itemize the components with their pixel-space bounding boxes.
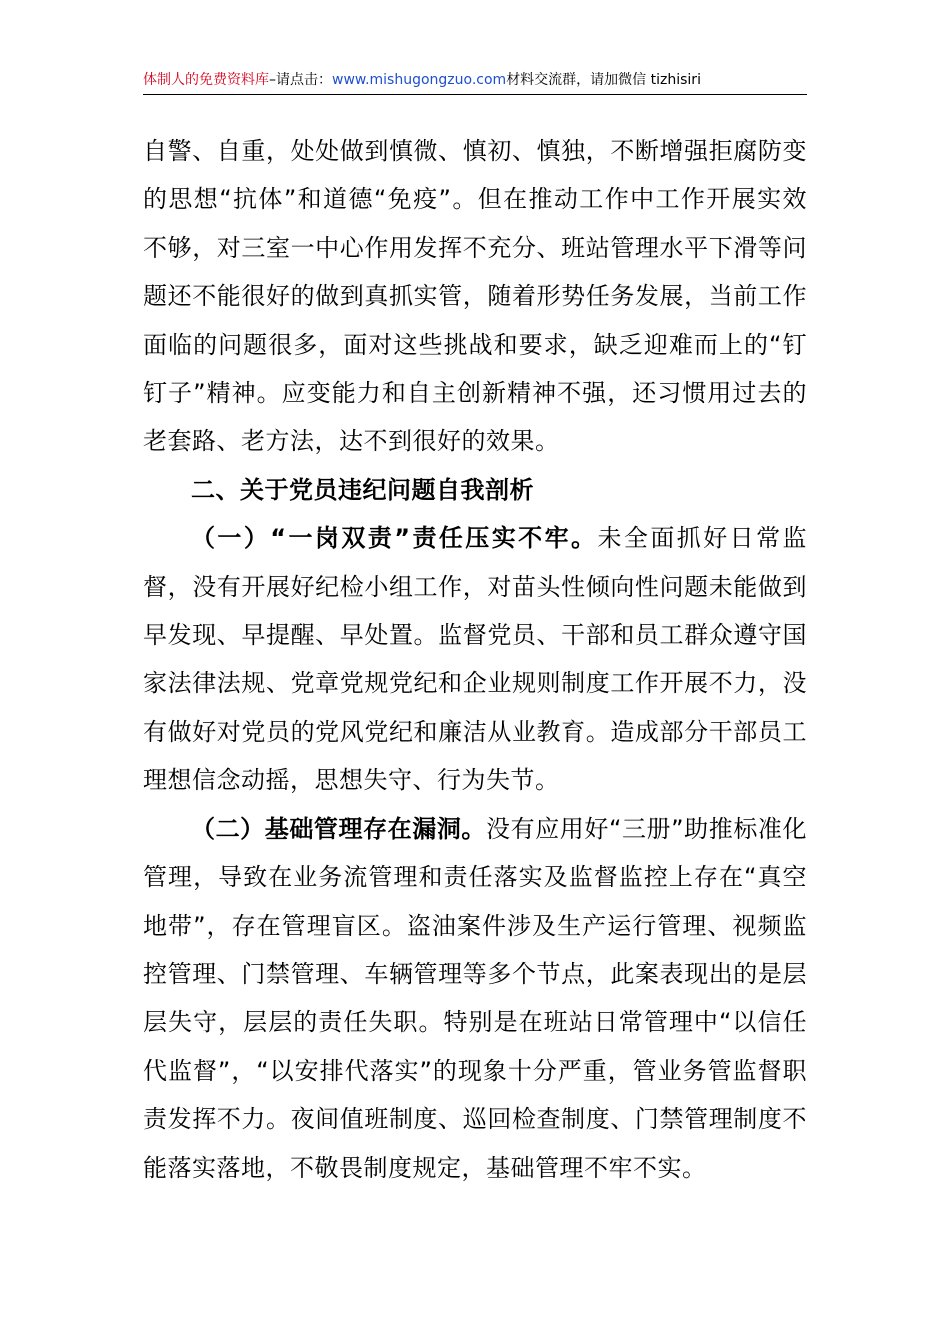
section-1-title: （一）“一岗双责”责任压实不牢。 (191, 524, 598, 553)
section-2-body: 没有应用好“三册”助推标准化管理，导致在业务流管理和责任落实及监督监控上存在“真空地带”，存在管理盲区。盗油案件涉及生产运行管理、视频监控管理、门禁管理、车辆管理等多个节点，此案表现出的是层层失守，层层的责任失职。特别是在班站日常管理中“以信任代监督”，“以安排代落实”的现象十分严重，管业务管监督职责发挥不力。夜间值班制度、巡回检查制度、门禁管理制度不能落实落地，不敬畏制度规定，基础管理不牢不实。 (143, 814, 808, 1182)
section-2-title: （二）基础管理存在漏洞。 (191, 814, 487, 843)
header-link[interactable]: www.mishugongzuo.com (332, 72, 507, 88)
paragraph-1: 自警、自重，处处做到慎微、慎初、慎独，不断增强拒腐防变的思想“抗体”和道德“免疫”。但在推动工作中工作开展实效不够，对三室一中心作用发挥不充分、班站管理水平下滑等问题还不能很好的做到真抓实管，随着形势任务发展，当前工作面临的问题很多，面对这些挑战和要求，缺乏迎难而上的“钉钉子”精神。应变能力和自主创新精神不强，还习惯用过去的老套路、老方法，达不到很好的效果。 (143, 137, 807, 456)
paragraph-section-2 (143, 805, 807, 1192)
paragraph-section-1 (143, 514, 807, 804)
document-body (143, 127, 807, 1192)
header-tail: 材料交流群，请加微信 tizhisiri (506, 72, 701, 88)
section-1-body: 未全面抓好日常监督，没有开展好纪检小组工作，对苗头性倾向性问题未能做到早发现、早提醒、早处置。监督党员、干部和员工群众遵守国家法律法规、党章党规党纪和企业规则制度工作开展不力，没有做好对党员的党风党纪和廉洁从业教育。造成部分干部员工理想信念动摇，思想失守、行为失节。 (143, 524, 808, 795)
header-brand: 体制人的免费资料库 (143, 72, 269, 88)
header-prompt: –请点击： (269, 72, 332, 88)
page-header (143, 68, 807, 95)
section-heading: 二、关于党员违纪问题自我剖析 (191, 475, 534, 504)
